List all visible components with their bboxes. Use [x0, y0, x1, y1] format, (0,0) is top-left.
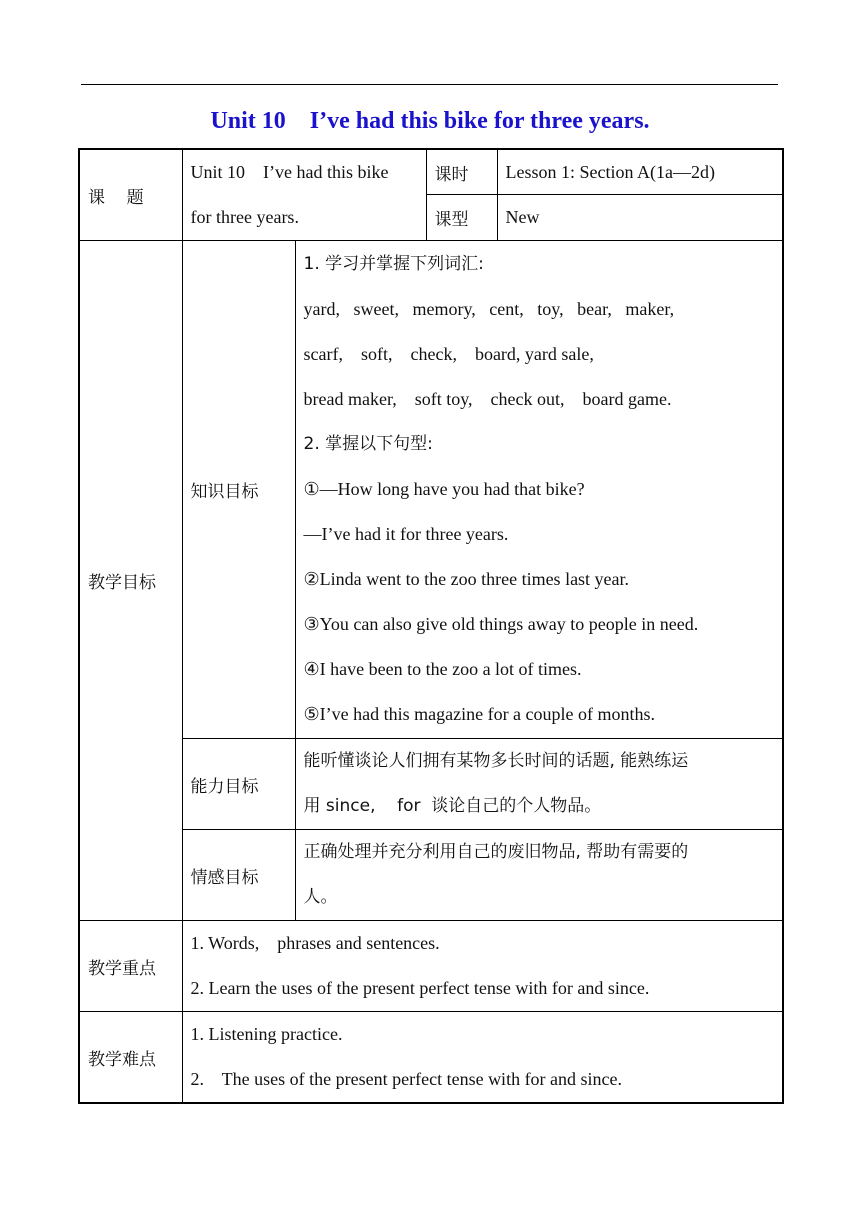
knowledge-row: [79, 241, 783, 739]
knowledge-line: scarf, soft, check, board, yard sale,: [303, 344, 594, 364]
knowledge-line: —I’ve had it for three years.: [303, 524, 509, 544]
key-point-line: 2. Learn the uses of the present perfect tense with for and since.: [190, 978, 650, 998]
emotion-label: 情感目标: [182, 830, 295, 921]
period-value: Lesson 1: Section A(1a—2d): [497, 149, 783, 195]
period-label: 课时: [426, 149, 497, 195]
emotion-line: 人。: [303, 887, 338, 907]
topic-label: 课 题: [79, 149, 182, 241]
knowledge-line: ①—How long have you had that bike?: [303, 479, 585, 499]
document-title: Unit 10 I’ve had this bike for three years.: [210, 108, 650, 134]
ability-line: 能听懂谈论人们拥有某物多长时间的话题, 能熟练运: [303, 751, 689, 771]
difficult-points-content: [182, 1012, 783, 1104]
topic-value-line: Unit 10 I’ve had this bike: [190, 162, 389, 182]
lesson-plan-table: [78, 148, 784, 1104]
emotion-content: [295, 830, 783, 921]
key-point-line: 1. Words, phrases and sentences.: [190, 933, 440, 953]
knowledge-content: [295, 241, 783, 739]
knowledge-line: bread maker, soft toy, check out, board game.: [303, 389, 672, 409]
emotion-row: [79, 830, 783, 921]
topic-value-line: for three years.: [190, 207, 299, 227]
knowledge-line: 1. 学习并掌握下列词汇:: [303, 254, 484, 274]
topic-value-cell: [182, 149, 426, 241]
objectives-label: 教学目标: [79, 241, 182, 921]
header-rule: [81, 84, 778, 85]
difficult-points-label: 教学难点: [79, 1012, 182, 1104]
ability-row: [79, 739, 783, 830]
knowledge-line: 2. 掌握以下句型:: [303, 434, 433, 454]
knowledge-line: ④I have been to the zoo a lot of times.: [303, 659, 582, 679]
ability-line: 用 since, for 谈论自己的个人物品。: [303, 796, 602, 816]
emotion-line: 正确处理并充分利用自己的废旧物品, 帮助有需要的: [303, 842, 689, 862]
difficult-points-row: [79, 1012, 783, 1104]
ability-label: 能力目标: [182, 739, 295, 830]
key-points-label: 教学重点: [79, 921, 182, 1012]
difficult-point-line: 2. The uses of the present perfect tense with for and since.: [190, 1069, 623, 1089]
type-value: New: [497, 195, 783, 241]
knowledge-line: ⑤I’ve had this magazine for a couple of months.: [303, 704, 656, 724]
type-label: 课型: [426, 195, 497, 241]
knowledge-line: ②Linda went to the zoo three times last year.: [303, 569, 630, 589]
knowledge-line: ③You can also give old things away to people in need.: [303, 614, 699, 634]
knowledge-line: yard, sweet, memory, cent, toy, bear, maker,: [303, 299, 675, 319]
difficult-point-line: 1. Listening practice.: [190, 1024, 343, 1044]
knowledge-label: 知识目标: [182, 241, 295, 739]
topic-row: [79, 149, 783, 195]
key-points-row: [79, 921, 783, 1012]
key-points-content: [182, 921, 783, 1012]
ability-content: [295, 739, 783, 830]
